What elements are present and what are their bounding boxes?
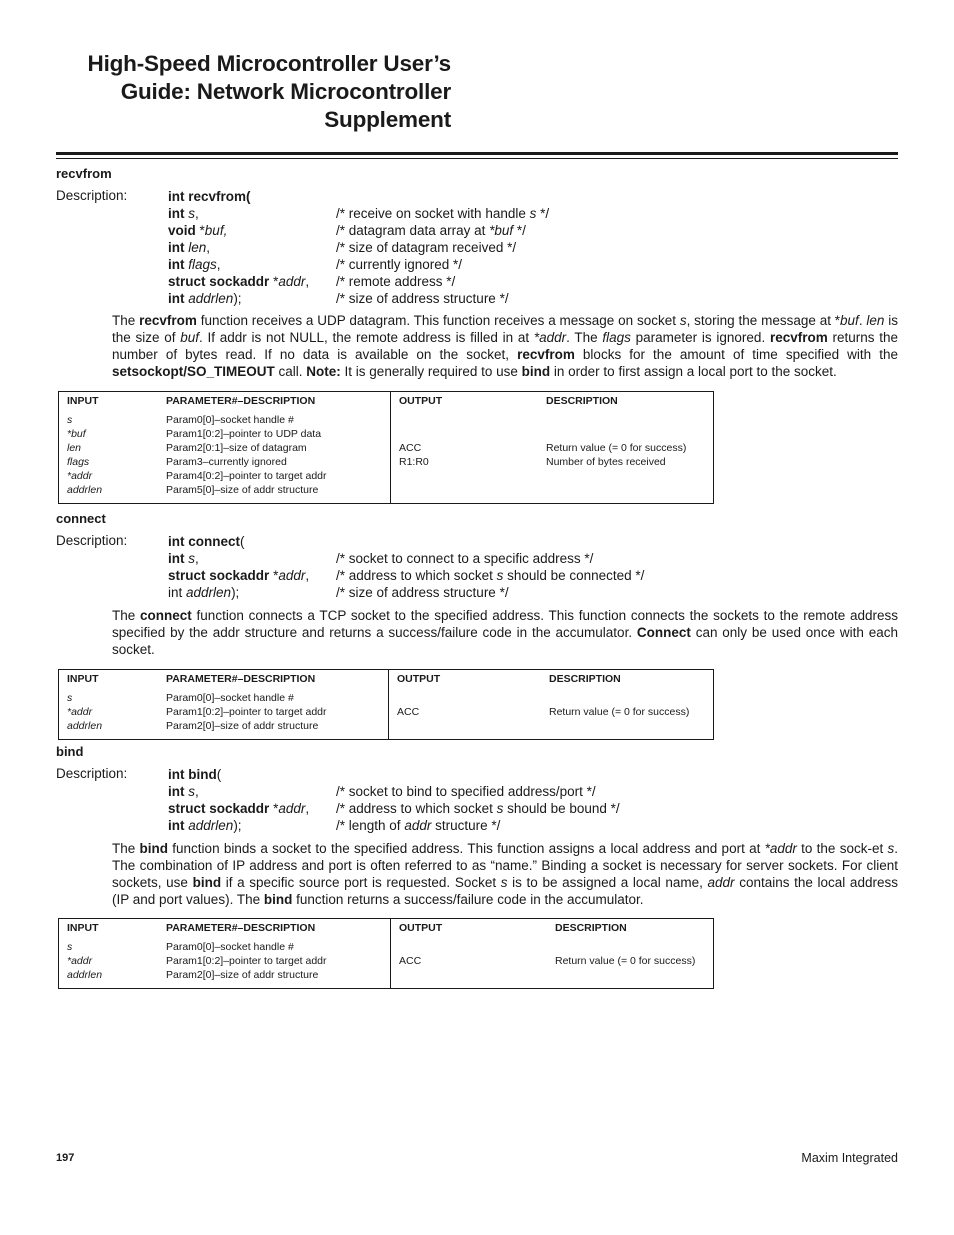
- signature-recvfrom: [168, 188, 768, 307]
- param-column: [158, 691, 389, 740]
- signature-line: struct sockaddr *addr, /* address to which socket s should be connected */: [168, 568, 645, 583]
- signature-line: int addrlen); /* size of address structure */: [168, 291, 509, 306]
- description-label: Description:: [56, 533, 128, 548]
- table-cell-line: Param2[0]–size of addr structure: [166, 720, 319, 732]
- signature-line: int s, /* socket to bind to specified address/port */: [168, 784, 596, 799]
- description-label: Description:: [56, 766, 128, 781]
- signature-line: int len, /* size of datagram received */: [168, 240, 517, 255]
- table-cell-line: *buf: [67, 428, 86, 440]
- output-column: [389, 691, 542, 740]
- signature-line: int bind(: [168, 767, 222, 782]
- output-column: [391, 940, 548, 989]
- table-cell-line: Param1[0:2]–pointer to UDP data: [166, 428, 322, 440]
- signature-line: int addrlen); /* size of address structure */: [168, 585, 509, 600]
- table-cell-line: len: [67, 442, 82, 454]
- table-cell-line: Param0[0]–socket handle #: [166, 414, 294, 426]
- signature-line: int flags, /* currently ignored */: [168, 257, 463, 272]
- table-cell-line: addrlen: [67, 969, 103, 981]
- input-column: [59, 940, 159, 989]
- header-rule-thick: [56, 152, 898, 155]
- table-cell-line: *addr: [67, 706, 93, 718]
- table-cell-line: addrlen: [67, 720, 103, 732]
- table-cell-line: ACC: [399, 955, 422, 967]
- page-number: 197: [56, 1152, 75, 1164]
- signature-line: struct sockaddr *addr, /* remote address */: [168, 274, 456, 289]
- section-heading-bind: bind: [56, 744, 84, 759]
- table-header: INPUT: [67, 395, 99, 407]
- company-name: Maxim Integrated: [801, 1151, 898, 1165]
- table-cell-line: Param1[0:2]–pointer to target addr: [166, 706, 327, 718]
- title-line: High-Speed Microcontroller User’s: [87, 51, 451, 76]
- table-header: DESCRIPTION: [546, 395, 618, 407]
- signature-line: int s, /* socket to connect to a specific address */: [168, 551, 594, 566]
- description-label: Description:: [56, 188, 128, 203]
- title-line: Supplement: [324, 107, 451, 132]
- param-column: [158, 940, 391, 989]
- param-column: [158, 413, 391, 504]
- param-table-recvfrom: [58, 391, 714, 504]
- description-column: [541, 691, 714, 740]
- table-cell-line: Number of bytes received: [546, 456, 666, 468]
- table-header: PARAMETER#–DESCRIPTION: [166, 395, 316, 407]
- signature-bind: [168, 766, 768, 834]
- table-cell-line: Param0[0]–socket handle #: [166, 692, 294, 704]
- description-column: [538, 413, 714, 504]
- paragraph-bind: The bind function binds a socket to the specified address. This function assigns a local address and port at *addr to the sock-et s. The combination of IP address and port is often referred to as “name.” Binding a socket is necessary for server sockets. For client sockets, use bind if a specific source port is requested. Socket s is to be assigned a local name, addr contains the local address (IP and port values). The bind function returns a success/failure code in the accumulator.: [112, 841, 898, 907]
- table-cell-line: Return value (= 0 for success): [555, 955, 696, 967]
- table-header: PARAMETER#–DESCRIPTION: [166, 922, 316, 934]
- signature-line: void *buf, /* datagram data array at *buf */: [168, 223, 526, 238]
- table-header: DESCRIPTION: [555, 922, 627, 934]
- table-cell-line: Param1[0:2]–pointer to target addr: [166, 955, 327, 967]
- table-cell-line: Param5[0]–size of addr structure: [166, 484, 319, 496]
- table-cell-line: Return value (= 0 for success): [546, 442, 687, 454]
- table-cell-line: s: [67, 414, 73, 426]
- description-column: [547, 940, 714, 989]
- table-cell-line: ACC: [397, 706, 420, 718]
- table-cell-line: *addr: [67, 955, 93, 967]
- title-line: Guide: Network Microcontroller: [120, 79, 451, 104]
- table-cell-line: s: [67, 692, 73, 704]
- table-cell-line: Param3–currently ignored: [166, 456, 287, 468]
- param-table-connect: [58, 669, 714, 740]
- signature-line: int connect(: [168, 534, 245, 549]
- table-cell-line: R1:R0: [399, 456, 429, 468]
- section-heading-connect: connect: [56, 511, 106, 526]
- table-header: DESCRIPTION: [549, 673, 621, 685]
- signature-connect: [168, 533, 768, 601]
- table-header: INPUT: [67, 673, 99, 685]
- table-cell-line: Param4[0:2]–pointer to target addr: [166, 470, 327, 482]
- header-rule-thin: [56, 158, 898, 159]
- signature-line: int s, /* receive on socket with handle s */: [168, 206, 550, 221]
- table-cell-line: Param2[0]–size of addr structure: [166, 969, 319, 981]
- page-title: [66, 50, 451, 134]
- param-table-bind: [58, 918, 714, 989]
- paragraph-connect: The connect function connects a TCP socket to the specified address. This function connects the sockets to the remote address specified by the addr structure and returns a success/failure code in the accumulator. Connect can only be used once with each socket.: [112, 608, 899, 657]
- table-cell-line: Param2[0:1]–size of datagram: [166, 442, 307, 454]
- table-cell-line: flags: [67, 456, 90, 468]
- table-cell-line: s: [67, 941, 73, 953]
- table-cell-line: *addr: [67, 470, 93, 482]
- table-header: OUTPUT: [389, 670, 542, 692]
- table-header: PARAMETER#–DESCRIPTION: [166, 673, 316, 685]
- table-header: OUTPUT: [391, 392, 539, 414]
- paragraph-recvfrom: The recvfrom function receives a UDP datagram. This function receives a message on socket s, storing the message at *buf. len is the size of buf. If addr is not NULL, the remote address is filled in at *addr. The flags parameter is ignored. recvfrom returns the number of bytes read. If no data is available on the socket, recvfrom blocks for the amount of time specified with the setsockopt/SO_TIMEOUT call. Note: It is generally required to use bind in order to first assign a local port to the socket.: [112, 313, 898, 379]
- table-header: INPUT: [67, 922, 99, 934]
- output-column: [391, 413, 539, 504]
- table-cell-line: Param0[0]–socket handle #: [166, 941, 294, 953]
- section-heading-recvfrom: recvfrom: [56, 166, 112, 181]
- signature-line: int addrlen); /* length of addr structure */: [168, 818, 501, 833]
- signature-line: struct sockaddr *addr, /* address to which socket s should be bound */: [168, 801, 620, 816]
- signature-line: int recvfrom(: [168, 189, 251, 204]
- input-column: [59, 691, 159, 740]
- table-cell-line: addrlen: [67, 484, 103, 496]
- input-column: [59, 413, 159, 504]
- table-cell-line: ACC: [399, 442, 422, 454]
- table-cell-line: Return value (= 0 for success): [549, 706, 690, 718]
- table-header: OUTPUT: [391, 919, 548, 941]
